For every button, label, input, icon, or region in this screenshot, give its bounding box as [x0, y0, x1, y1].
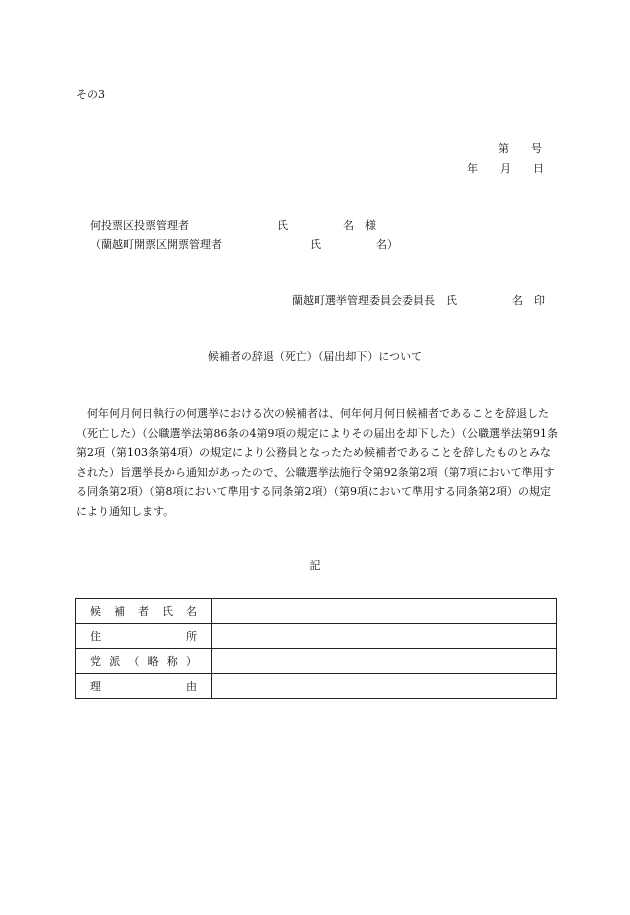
label-char: 派 — [109, 655, 121, 668]
page-label: その3 — [76, 88, 105, 101]
table-row — [76, 624, 557, 649]
label-char: 補 — [114, 605, 125, 618]
label-char: 名 — [186, 605, 197, 618]
label-char: 所 — [186, 630, 197, 643]
document-number: 第 号 — [498, 142, 542, 155]
label-char: ） — [185, 655, 197, 668]
label-char: （ — [128, 655, 140, 668]
addressee-line-2: （蘭越町開票区開票管理者 氏 名） — [90, 238, 398, 251]
candidate-name-value[interactable] — [212, 599, 557, 624]
document-subject: 候補者の辞退（死亡）（届出却下）について — [207, 350, 423, 363]
table-row — [76, 649, 557, 674]
label-char: 由 — [186, 680, 197, 693]
row-label-reason — [76, 674, 212, 699]
table-row — [76, 674, 557, 699]
row-label-party — [76, 649, 212, 674]
label-char: 理 — [90, 680, 101, 693]
label-char: 氏 — [162, 605, 173, 618]
addressee-line-1: 何投票区投票管理者 氏 名 様 — [90, 219, 376, 232]
candidate-info-table — [75, 598, 557, 699]
sender-line: 蘭越町選挙管理委員会委員長 氏 名 印 — [292, 294, 545, 307]
party-value[interactable] — [212, 649, 557, 674]
document-body: 何年何月何日執行の何選挙における次の候補者は、何年何月何日候補者であることを辞退した（死亡した）（公職選挙法第86条の4第9項の規定によりその届出を却下した）（公職選挙法第91条第2項（第103条第4項）の規定により公務員となったため候補者であることを辞したものとみなされた）旨選挙長から通知があったので、公職選挙法施行令第92条第2項（第7項において準用する同条第2項）（第8項において準用する同条第2項）（第9項において準用する同条第2項）の規定により通知します。 — [76, 407, 558, 518]
label-char: 党 — [90, 655, 101, 668]
label-char: 候 — [90, 605, 101, 618]
table-row — [76, 599, 557, 624]
label-char: 住 — [90, 630, 101, 643]
row-label-address — [76, 624, 212, 649]
label-char: 称 — [166, 655, 178, 668]
document-date: 年 月 日 — [467, 162, 544, 175]
ki-heading: 記 — [309, 559, 321, 572]
reason-value[interactable] — [212, 674, 557, 699]
label-char: 略 — [147, 655, 159, 668]
address-value[interactable] — [212, 624, 557, 649]
row-label-candidate-name — [76, 599, 212, 624]
label-char: 者 — [138, 605, 149, 618]
